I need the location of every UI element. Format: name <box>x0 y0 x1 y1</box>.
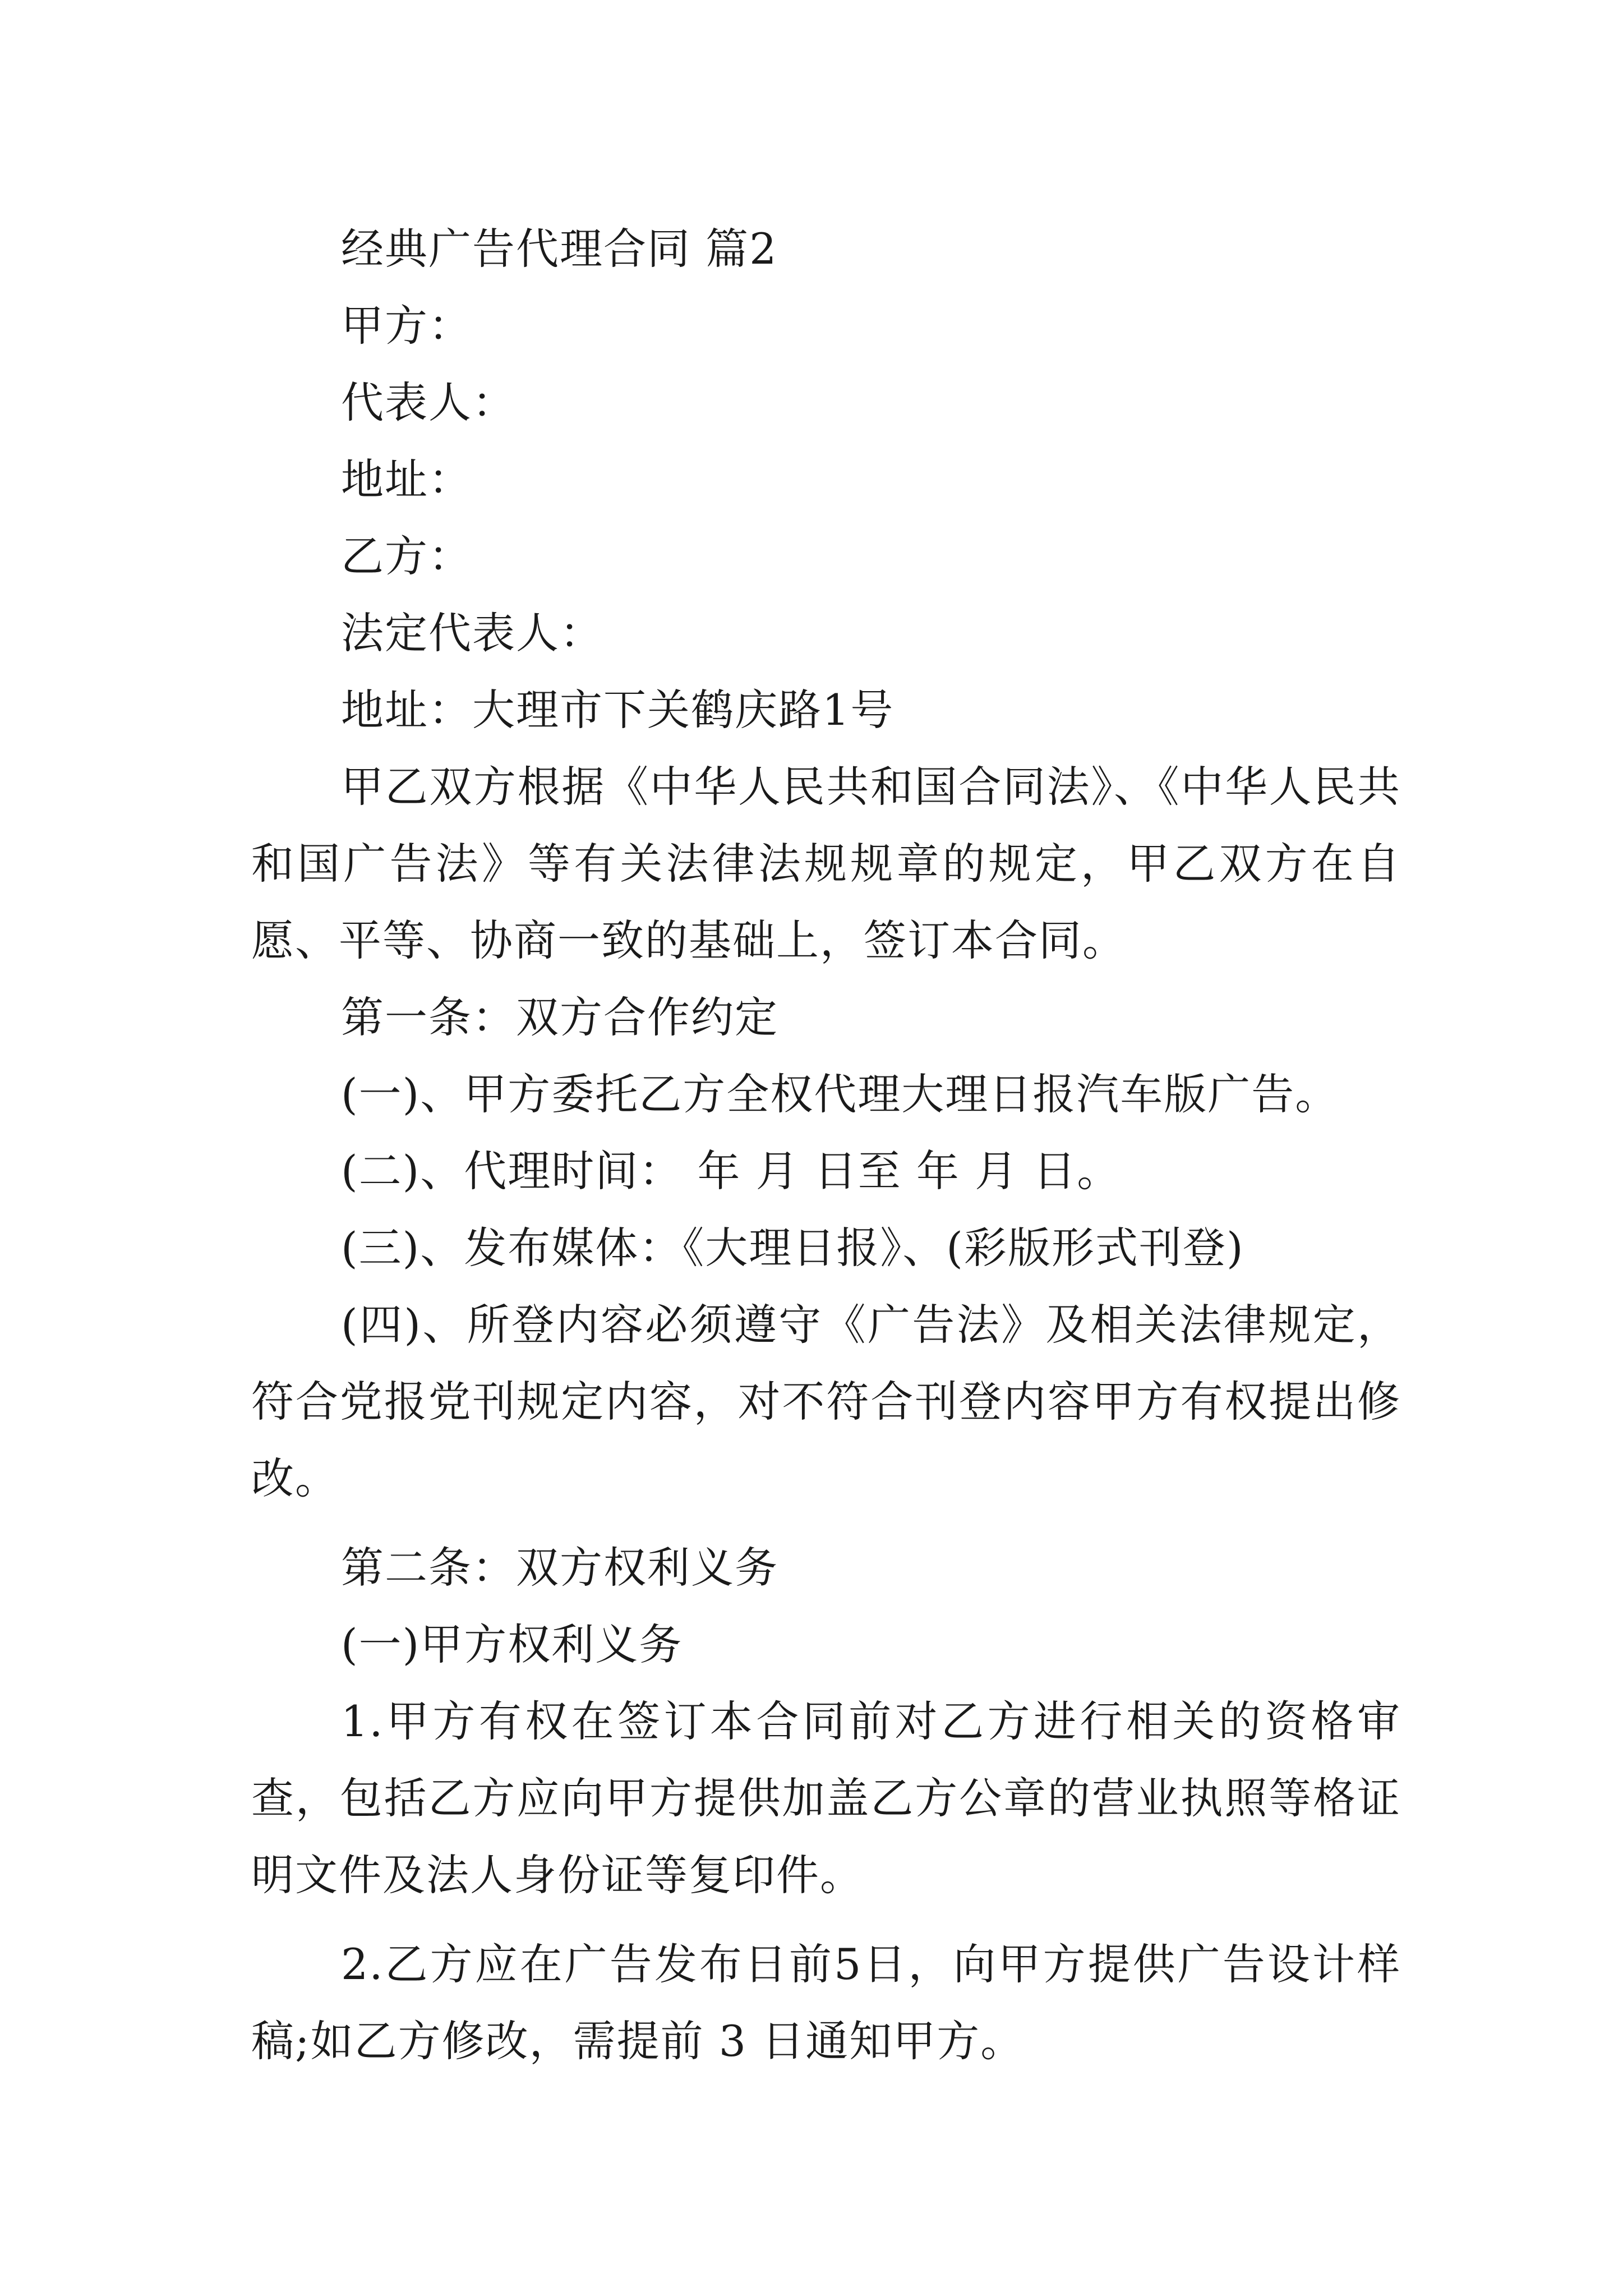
document-body <box>251 210 1401 2079</box>
article-one-heading: 第一条：双方合作约定 <box>341 992 778 1042</box>
party-b-address: 地址：大理市下关鹤庆路1号 <box>341 685 895 735</box>
party-a-address: 地址： <box>341 454 472 504</box>
preamble-paragraph: 甲乙双方根据《中华人民共和国合同法》、《中华人民共和国广告法》等有关法律法规规章的规定，甲乙双方在自愿、平等、协商一致的基础上，签订本合同。 <box>251 762 1401 965</box>
article-one-item-2: (二)、代理时间： 年 月 日至 年 月 日。 <box>341 1146 1121 1196</box>
party-a-label: 甲方： <box>341 301 472 351</box>
article-two-clause-2: 2.乙方应在广告发布日前5日，向甲方提供广告设计样稿;如乙方修改，需提前 3 日通知甲方。 <box>251 1939 1401 2066</box>
article-one-item-3: (三)、发布媒体：《大理日报》、(彩版形式刊登) <box>341 1223 1244 1273</box>
article-one-item-1: (一)、甲方委托乙方全权代理大理日报汽车版广告。 <box>341 1069 1339 1119</box>
party-b-label: 乙方： <box>341 531 472 581</box>
party-b-legal-representative: 法定代表人： <box>341 608 603 658</box>
article-two-clause-1: 1.甲方有权在签订本合同前对乙方进行相关的资格审查，包括乙方应向甲方提供加盖乙方公章的营业执照等格证明文件及法人身份证等复印件。 <box>251 1696 1401 1900</box>
article-two-section-1-heading: (一)甲方权利义务 <box>341 1619 683 1669</box>
document-heading: 经典广告代理合同 篇2 <box>341 224 778 274</box>
party-a-representative: 代表人： <box>341 378 516 427</box>
article-two-heading: 第二条：双方权利义务 <box>341 1543 778 1593</box>
article-one-item-4: (四)、所登内容必须遵守《广告法》及相关法律规定，符合党报党刊规定内容，对不符合刊登内容甲方有权提出修改。 <box>251 1300 1401 1503</box>
